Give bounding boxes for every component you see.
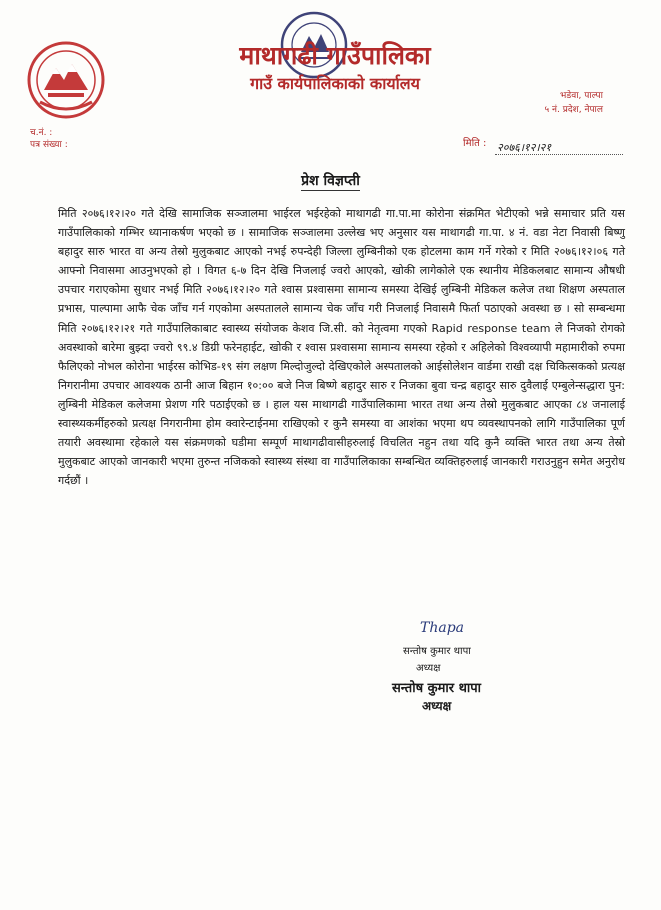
office-name: माथागढी गाउँपालिका — [239, 41, 431, 70]
signatory-role: अध्यक्ष — [416, 663, 441, 674]
address-line-2: ५ नं. प्रदेश, नेपाल — [544, 105, 603, 115]
date-underline — [495, 154, 623, 155]
signatory-stamp-role: अध्यक्ष — [422, 699, 452, 713]
letter-number-label: च.नं. : — [30, 128, 53, 138]
signatory-stamp-name: सन्तोष कुमार थापा — [392, 681, 482, 696]
nepal-emblem-icon — [26, 40, 106, 120]
reference-label: पत्र संख्या : — [30, 140, 68, 150]
handwritten-signature: Thapa — [420, 620, 465, 636]
document-body — [58, 204, 625, 490]
document-title-text: प्रेश विज्ञप्ती — [301, 173, 360, 189]
body-paragraph: मिति २०७६।१२।२० गते देखि सामाजिक सञ्जालमा भाईरल भईरहेको माथागढी गा.पा.मा कोरोना संक्रमित भेटीएको भन्ने समाचार प्रति यस गाउँपालिकाको गम्भिर ध्यानाकर्षण भएको छ । सामाजिक सञ्जालमा उल्लेख भए अनुसार यस माथागढी गा.पा. ४ नं. वडा नेटा निवासी बिष्णु बहादुर सारु भारत वा अन्य तेस्रो मुलुकबाट आएको नभई रुपन्देही जिल्ला लुम्बिनीको एक होटलमा काम गर्ने गरेको र मिति २०७६।१२।०६ गते आफ्नो निवासमा आउनुभएको हो । विगत ६-७ दिन देखि निजलाई ज्वरो आएको, खोकी लागेकोले एक स्थानीय मेडिकलबाट सामान्य औषधी उपचार गराएकोमा सुधार नभई मिति २०७६।१२।२० गते श्वास प्रश्वासमा सामान्य समस्या देखिई लुम्बिनी मेडिकल कलेज तथा शिक्षण अस्पताल प्रभास, पाल्पामा आफै चेक जाँच गर्न गएकोमा अस्पतालले सामान्य चेक जाँच गरी निजलाई निवासमै फिर्ता पठाएको अवस्था छ । सो सम्बन्धमा मिति २०७६।१२।२१ गते गाउँपालिकाबाट स्वास्थ्य संयोजक केशव जि.सी. को नेतृत्वमा गएको Rapid response team ले निजको रोगको अवस्थाको बारेमा बुझ्दा ज्वरो ९९.४ डिग्री फरेनहाईट, खोकी र श्वास प्रश्वासमा सामान्य समस्या रहेको र अहिलेको विश्वव्यापी महामारीको रुपमा फैलिएको नोभल कोरोना भाईरस कोभिड-१९ संग लक्षण मिल्दोजुल्दो देखिएकोले अस्पतालको आईसोलेशन वार्डमा राखी दक्ष चिकित्सकको प्रत्यक्ष निगरानीमा उपचार आवश्यक ठानी आज बिहान १०:०० बजे निज बिष्णे बहादुर सारु र निजका बुवा चन्द्र बहादुर सारु दुवैलाई एम्बुलेन्सद्धारा पुन: लुम्बिनी मेडिकल कलेजमा प्रेशण गरि पठाईएको छ । हाल यस माथागढी गाउँपालिकामा भारत तथा अन्य तेस्रो मुलुकबाट आएका ८४ जनालाई स्वास्थ्यकर्मीहरुको प्रत्यक्ष निगरानीमा होम क्वारेन्टाईनमा राखिएको र कुनै समस्या वा आशंका भएमा थप व्यवस्थापनको लागि गाउँपालिका पूर्ण तयारी अवस्थामा रहेकाले यस संक्रमणको घडीमा सम्पूर्ण माथागढीवासीहरुलाई विचलित नहुन तथा यदि कुनै व्यक्ति भारत तथा अन्य तेस्रो मुलुकबाट आएको जानकारी भएमा तुरुन्त नजिकको स्वास्थ्य संस्था वा गाउँपालिकाका सम्बन्धित व्यक्तिहरुलाई जानकारी गराउनुहुन समेत अनुरोध गर्दछौं । — [58, 207, 625, 488]
date-value: २०७६।१२।२१ — [497, 141, 552, 154]
signatory-name: सन्तोष कुमार थापा — [403, 646, 471, 657]
date-label: मिति : — [463, 138, 487, 149]
office-subtitle: गाउँ कार्यपालिकाको कार्यालय — [250, 74, 420, 93]
document-title — [0, 171, 661, 190]
address-line-1: भडेवा, पाल्पा — [560, 91, 603, 101]
